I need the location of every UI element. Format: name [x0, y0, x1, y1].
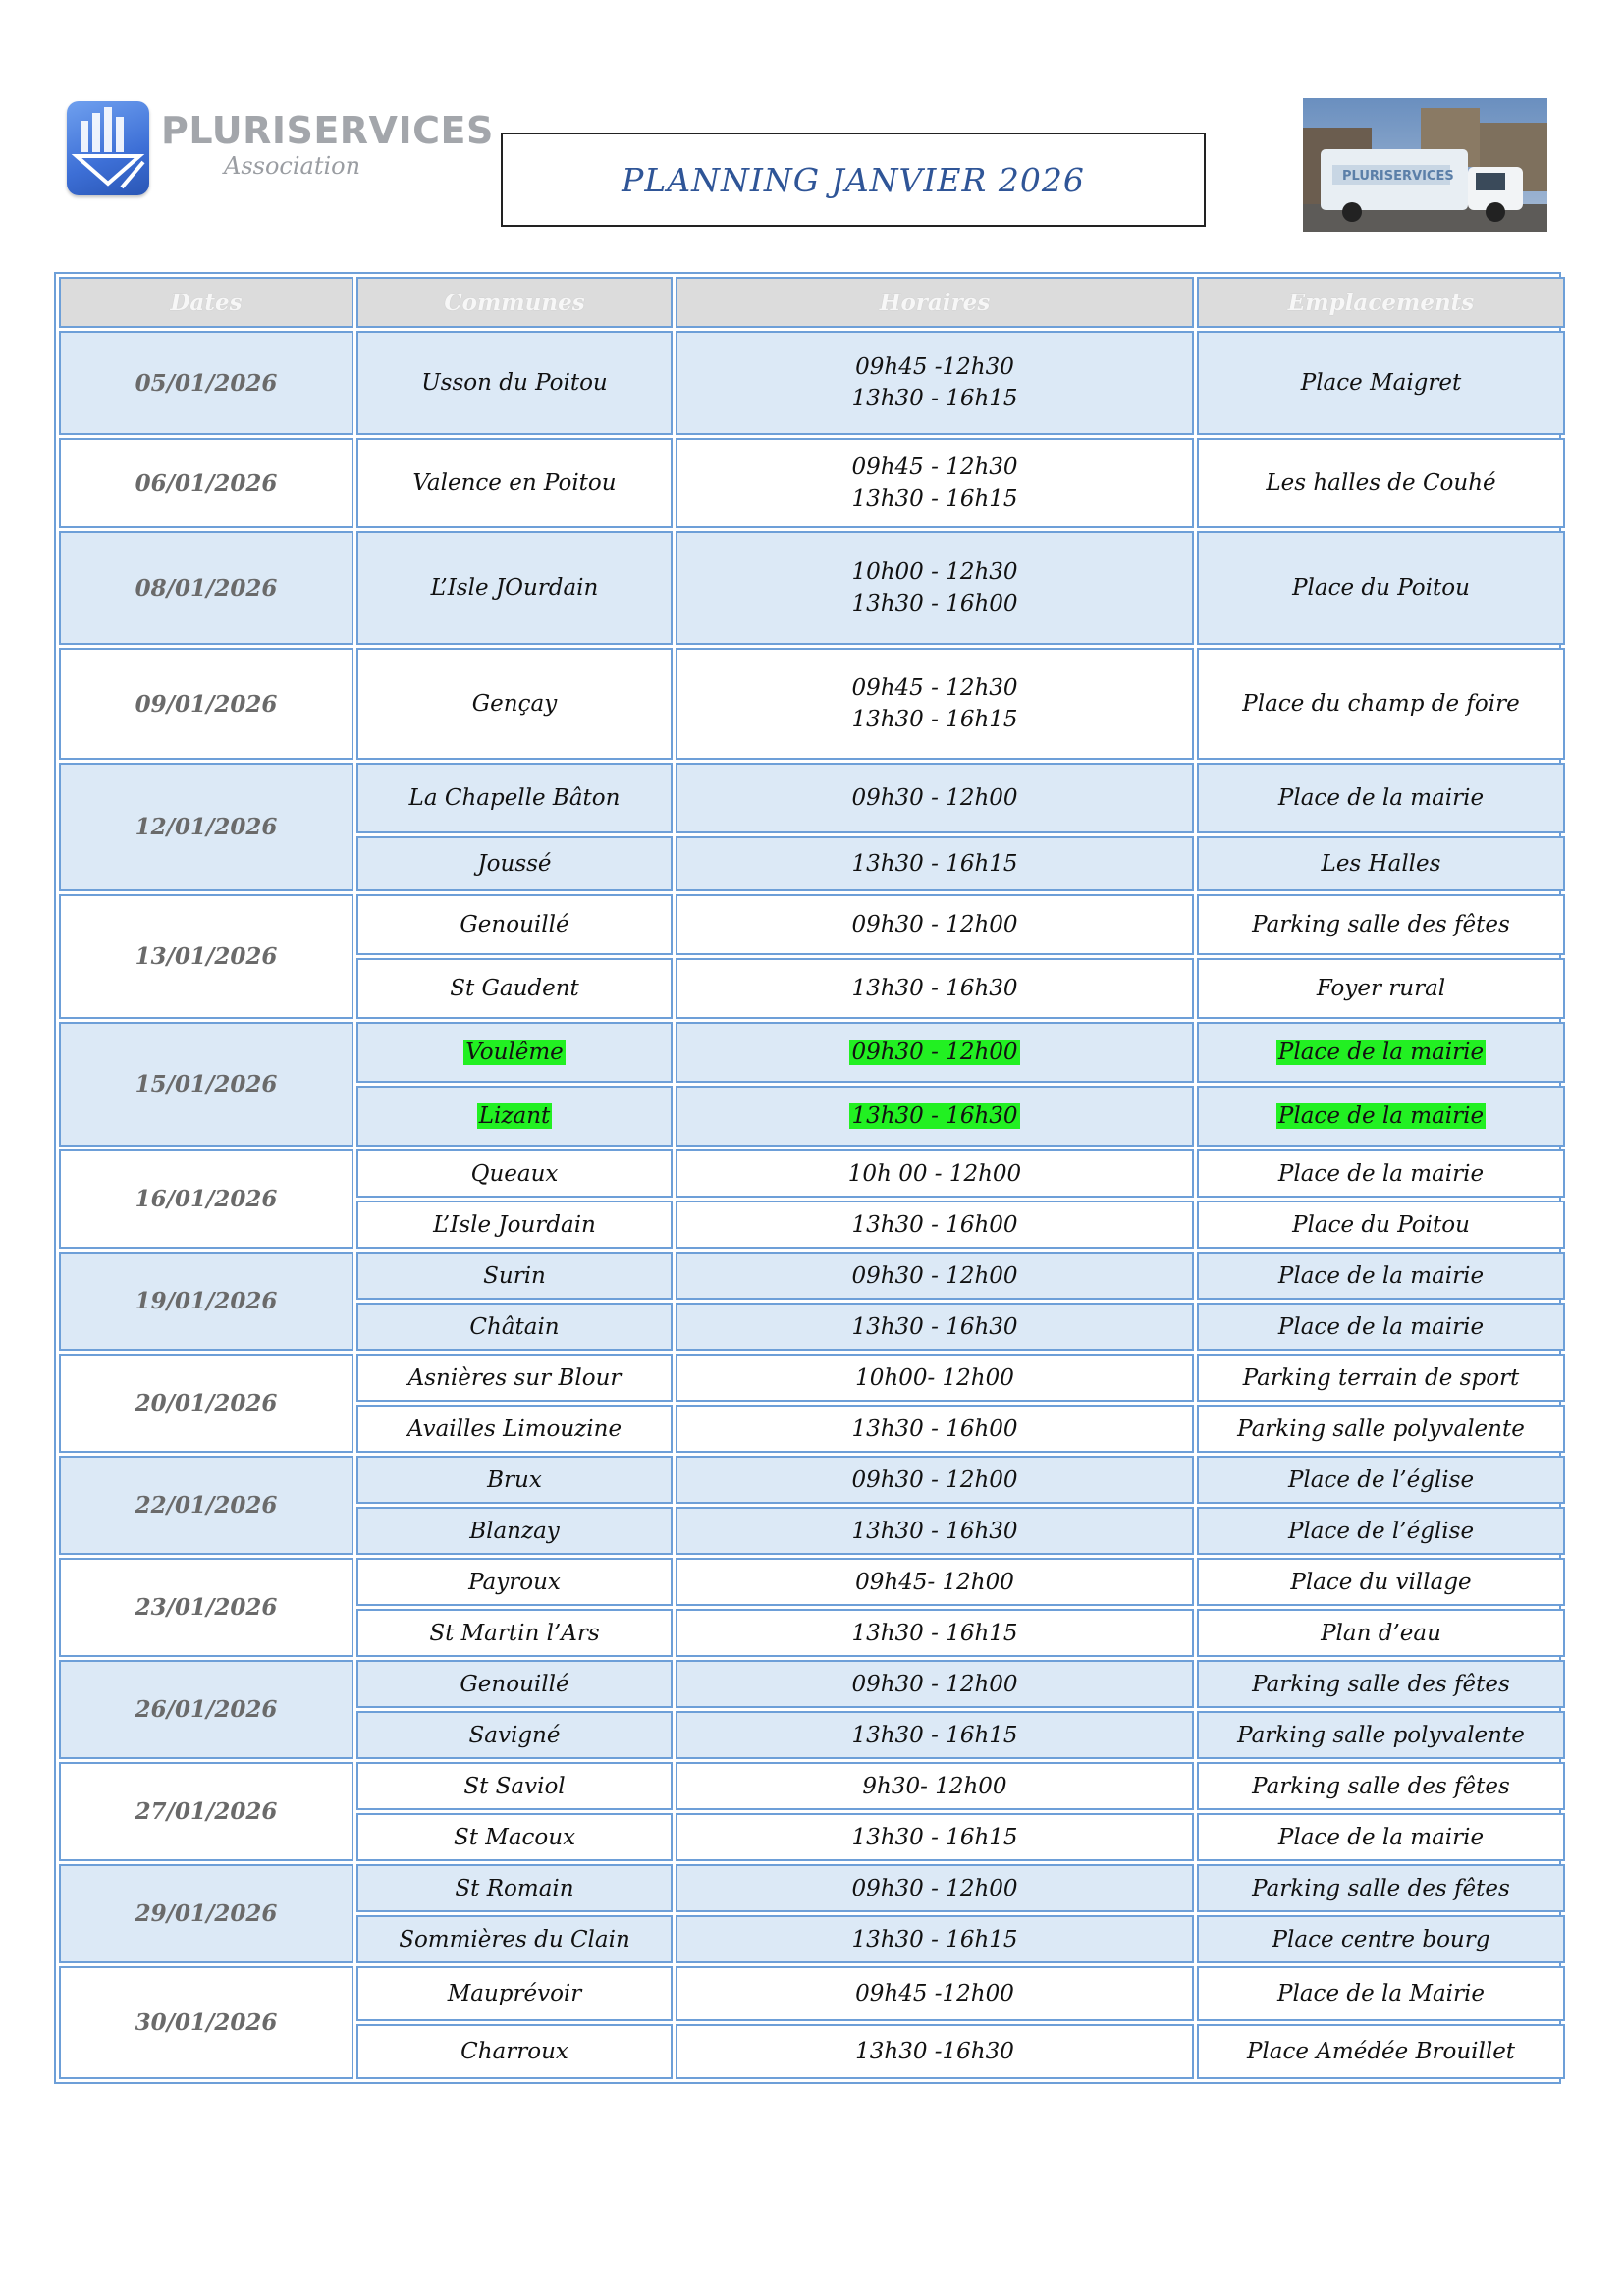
- commune-cell: [356, 1022, 673, 1083]
- highlighted-commune: Lizant: [478, 1103, 551, 1129]
- header-horaires: Horaires: [676, 277, 1194, 328]
- date-cell: 13/01/2026: [59, 894, 353, 1019]
- emplacement-cell: Parking salle polyvalente: [1197, 1711, 1565, 1759]
- emplacement-cell: Place de la mairie: [1197, 763, 1565, 833]
- emplacement-cell: Place de la Mairie: [1197, 1966, 1565, 2021]
- emplacement-cell: Place Amédée Brouillet: [1197, 2024, 1565, 2079]
- page-title: PLANNING JANVIER 2026: [622, 160, 1085, 199]
- highlighted-emplacement: Place de la mairie: [1277, 1040, 1485, 1065]
- horaires-cell: [676, 531, 1194, 645]
- horaire-cell: 09h30 - 12h00: [676, 763, 1194, 833]
- date-cell: 29/01/2026: [59, 1864, 353, 1963]
- horaires-cell: [676, 648, 1194, 760]
- logo-badge-icon: [67, 101, 149, 195]
- horaire-cell: 13h30 - 16h15: [676, 1915, 1194, 1963]
- horaire-cell: [676, 1022, 1194, 1083]
- table-row: [59, 1354, 1565, 1402]
- table-row: [59, 894, 1565, 955]
- date-cell: 08/01/2026: [59, 531, 353, 645]
- commune-cell: Queaux: [356, 1149, 673, 1198]
- horaire-afternoon: 13h30 - 16h15: [851, 386, 1018, 411]
- horaire-cell: 13h30 - 16h15: [676, 1711, 1194, 1759]
- commune-cell: Gençay: [356, 648, 673, 760]
- commune-cell: Asnières sur Blour: [356, 1354, 673, 1402]
- table-row: [59, 1252, 1565, 1300]
- commune-cell: Surin: [356, 1252, 673, 1300]
- date-cell: 27/01/2026: [59, 1762, 353, 1861]
- commune-cell: L’Isle Jourdain: [356, 1201, 673, 1249]
- highlighted-emplacement: Place de la mairie: [1277, 1103, 1485, 1129]
- header-communes: Communes: [356, 277, 673, 328]
- emplacement-cell: Place du village: [1197, 1558, 1565, 1606]
- commune-cell: L’Isle JOurdain: [356, 531, 673, 645]
- horaire-afternoon: 13h30 - 16h15: [851, 486, 1018, 511]
- table-row: [59, 438, 1565, 528]
- emplacement-cell: [1197, 1022, 1565, 1083]
- emplacement-cell: Plan d’eau: [1197, 1609, 1565, 1657]
- emplacement-cell: Les halles de Couhé: [1197, 438, 1565, 528]
- horaire-cell: 13h30 - 16h00: [676, 1201, 1194, 1249]
- horaire-cell: 09h45- 12h00: [676, 1558, 1194, 1606]
- commune-cell: St Martin l’Ars: [356, 1609, 673, 1657]
- header-emplacements: Emplacements: [1197, 277, 1565, 328]
- date-cell: 30/01/2026: [59, 1966, 353, 2079]
- commune-cell: St Romain: [356, 1864, 673, 1912]
- horaire-morning: 09h45 -12h30: [855, 354, 1014, 380]
- commune-cell: St Macoux: [356, 1813, 673, 1861]
- emplacement-cell: Les Halles: [1197, 836, 1565, 891]
- horaire-morning: 09h45 - 12h30: [851, 454, 1018, 480]
- horaire-cell: 10h 00 - 12h00: [676, 1149, 1194, 1198]
- horaire-cell: 13h30 - 16h15: [676, 1609, 1194, 1657]
- date-cell: 15/01/2026: [59, 1022, 353, 1147]
- table-row: [59, 1660, 1565, 1708]
- commune-cell: Availles Limouzine: [356, 1405, 673, 1453]
- date-cell: 09/01/2026: [59, 648, 353, 760]
- commune-cell: [356, 1086, 673, 1147]
- commune-cell: Genouillé: [356, 894, 673, 955]
- commune-cell: Sommières du Clain: [356, 1915, 673, 1963]
- horaire-cell: 09h45 -12h00: [676, 1966, 1194, 2021]
- emplacement-cell: Parking salle des fêtes: [1197, 894, 1565, 955]
- date-cell: 20/01/2026: [59, 1354, 353, 1453]
- commune-cell: St Gaudent: [356, 958, 673, 1019]
- horaire-afternoon: 13h30 - 16h00: [851, 591, 1018, 616]
- emplacement-cell: Parking salle des fêtes: [1197, 1864, 1565, 1912]
- commune-cell: St Saviol: [356, 1762, 673, 1810]
- horaire-cell: [676, 1086, 1194, 1147]
- commune-cell: Usson du Poitou: [356, 331, 673, 435]
- highlighted-commune: Voulême: [465, 1040, 564, 1065]
- horaire-afternoon: 13h30 - 16h15: [851, 707, 1018, 732]
- horaire-cell: 10h00- 12h00: [676, 1354, 1194, 1402]
- table-row: [59, 763, 1565, 833]
- truck-photo: [1303, 98, 1547, 232]
- logo-subtitle: Association: [224, 152, 361, 180]
- commune-cell: Châtain: [356, 1303, 673, 1351]
- emplacement-cell: Parking salle des fêtes: [1197, 1660, 1565, 1708]
- horaire-cell: 13h30 - 16h30: [676, 958, 1194, 1019]
- date-cell: 26/01/2026: [59, 1660, 353, 1759]
- emplacement-cell: Parking salle polyvalente: [1197, 1405, 1565, 1453]
- table-row: [59, 531, 1565, 645]
- emplacement-cell: Place du Poitou: [1197, 1201, 1565, 1249]
- horaire-cell: 13h30 - 16h15: [676, 836, 1194, 891]
- commune-cell: Genouillé: [356, 1660, 673, 1708]
- table-row: [59, 1022, 1565, 1083]
- horaire-cell: 13h30 - 16h00: [676, 1405, 1194, 1453]
- horaire-morning: 10h00 - 12h30: [851, 560, 1018, 585]
- highlighted-horaire: 09h30 - 12h00: [851, 1040, 1018, 1065]
- emplacement-cell: Place du champ de foire: [1197, 648, 1565, 760]
- header-dates: Dates: [59, 277, 353, 328]
- emplacement-cell: Place de la mairie: [1197, 1813, 1565, 1861]
- date-cell: 23/01/2026: [59, 1558, 353, 1657]
- horaire-cell: 09h30 - 12h00: [676, 1864, 1194, 1912]
- date-cell: 05/01/2026: [59, 331, 353, 435]
- table-row: [59, 1456, 1565, 1504]
- emplacement-cell: Foyer rural: [1197, 958, 1565, 1019]
- emplacement-cell: Place de l’église: [1197, 1507, 1565, 1555]
- commune-cell: Joussé: [356, 836, 673, 891]
- horaire-cell: 13h30 -16h30: [676, 2024, 1194, 2079]
- commune-cell: Charroux: [356, 2024, 673, 2079]
- table-row: [59, 1966, 1565, 2021]
- logo-name: PLURISERVICES: [161, 109, 494, 152]
- date-cell: 12/01/2026: [59, 763, 353, 891]
- schedule-table: [54, 272, 1561, 2084]
- horaires-cell: [676, 438, 1194, 528]
- table-row: [59, 1558, 1565, 1606]
- table-row: [59, 1762, 1565, 1810]
- table-row: [59, 648, 1565, 760]
- horaire-cell: 09h30 - 12h00: [676, 894, 1194, 955]
- emplacement-cell: Parking terrain de sport: [1197, 1354, 1565, 1402]
- pluriservices-logo: [67, 101, 494, 199]
- emplacement-cell: Place du Poitou: [1197, 531, 1565, 645]
- commune-cell: Savigné: [356, 1711, 673, 1759]
- date-cell: 22/01/2026: [59, 1456, 353, 1555]
- commune-cell: La Chapelle Bâton: [356, 763, 673, 833]
- highlighted-horaire: 13h30 - 16h30: [851, 1103, 1018, 1129]
- emplacement-cell: [1197, 1086, 1565, 1147]
- horaire-cell: 13h30 - 16h15: [676, 1813, 1194, 1861]
- emplacement-cell: Place de la mairie: [1197, 1252, 1565, 1300]
- emplacement-cell: Place de la mairie: [1197, 1303, 1565, 1351]
- date-cell: 16/01/2026: [59, 1149, 353, 1249]
- horaire-cell: 09h30 - 12h00: [676, 1252, 1194, 1300]
- emplacement-cell: Place centre bourg: [1197, 1915, 1565, 1963]
- horaire-cell: 13h30 - 16h30: [676, 1303, 1194, 1351]
- table-row: [59, 331, 1565, 435]
- table-header-row: [59, 277, 1565, 328]
- title-box: [501, 133, 1206, 227]
- horaire-morning: 09h45 - 12h30: [851, 675, 1018, 701]
- emplacement-cell: Place de l’église: [1197, 1456, 1565, 1504]
- commune-cell: Valence en Poitou: [356, 438, 673, 528]
- commune-cell: Mauprévoir: [356, 1966, 673, 2021]
- date-cell: 19/01/2026: [59, 1252, 353, 1351]
- horaire-cell: 13h30 - 16h30: [676, 1507, 1194, 1555]
- horaires-cell: [676, 331, 1194, 435]
- horaire-cell: 09h30 - 12h00: [676, 1456, 1194, 1504]
- commune-cell: Brux: [356, 1456, 673, 1504]
- table-row: [59, 1864, 1565, 1912]
- commune-cell: Payroux: [356, 1558, 673, 1606]
- svg-text:PLURISERVICES: PLURISERVICES: [1342, 169, 1454, 184]
- emplacement-cell: Place Maigret: [1197, 331, 1565, 435]
- emplacement-cell: Parking salle des fêtes: [1197, 1762, 1565, 1810]
- date-cell: 06/01/2026: [59, 438, 353, 528]
- table-row: [59, 1149, 1565, 1198]
- horaire-cell: 9h30- 12h00: [676, 1762, 1194, 1810]
- horaire-cell: 09h30 - 12h00: [676, 1660, 1194, 1708]
- emplacement-cell: Place de la mairie: [1197, 1149, 1565, 1198]
- commune-cell: Blanzay: [356, 1507, 673, 1555]
